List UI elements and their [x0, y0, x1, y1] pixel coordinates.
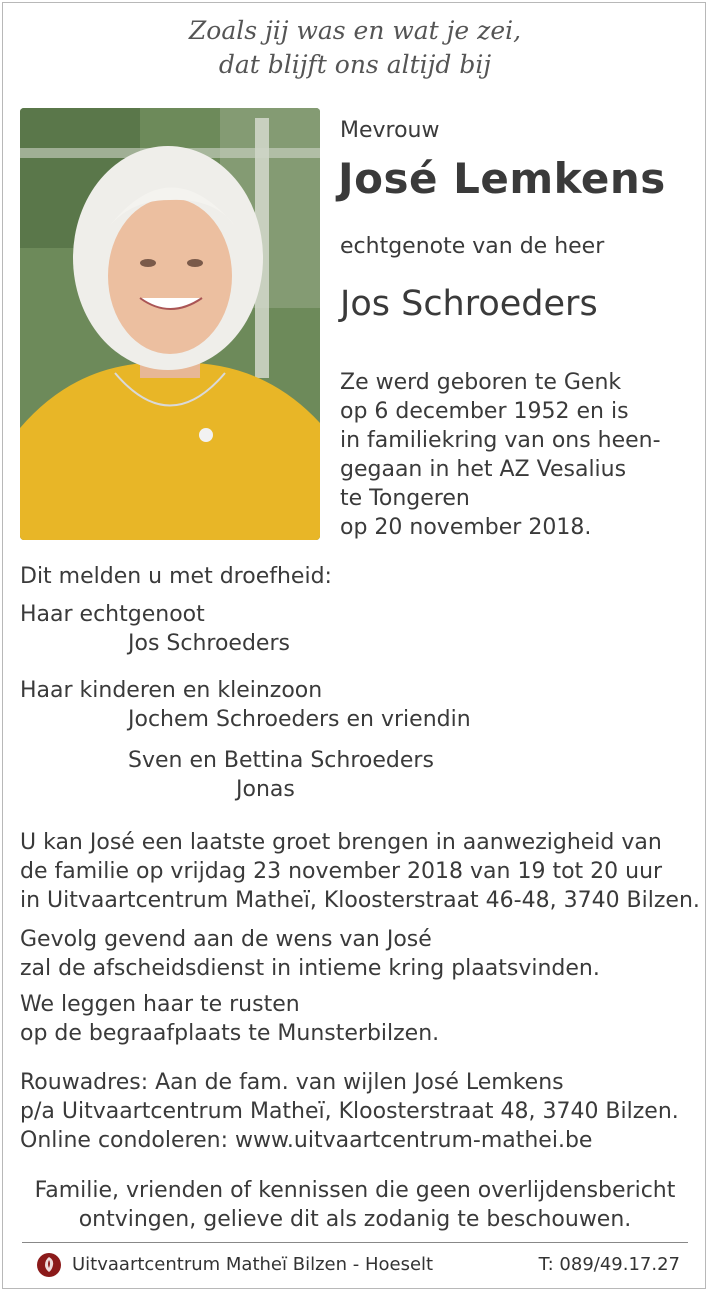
visitation-line: in Uitvaartcentrum Matheï, Kloosterstraat 46-48, 3740 Bilzen.	[20, 888, 700, 913]
bio-line: te Tongeren	[340, 486, 470, 511]
spouse-name: Jos Schroeders	[340, 284, 598, 324]
wish-line: Gevolg gevend aan de wens van José	[20, 927, 432, 952]
burial-line: We leggen haar te rusten	[20, 992, 300, 1017]
burial-line: op de begraafplaats te Munsterbilzen.	[20, 1021, 440, 1046]
visitation-line: de familie op vrijdag 23 november 2018 van 19 tot 20 uur	[20, 859, 663, 884]
motto	[0, 14, 710, 82]
child-mourner: Jochem Schroeders en vriendin	[128, 707, 471, 732]
wish-text	[20, 925, 600, 983]
spouse-section	[20, 600, 290, 658]
notice-text	[0, 1176, 710, 1234]
footer-divider	[22, 1242, 688, 1243]
address-text	[20, 1068, 679, 1155]
notice-line: Familie, vrienden of kennissen die geen overlijdensbericht	[34, 1178, 676, 1203]
children-label: Haar kinderen en kleinzoon	[20, 678, 323, 703]
portrait-photo	[20, 108, 320, 540]
bio-line: Ze werd geboren te Genk	[340, 370, 622, 395]
wish-line: zal de afscheidsdienst in intieme kring plaatsvinden.	[20, 956, 600, 981]
bio-line: op 6 december 1952 en is	[340, 399, 629, 424]
funeral-home-phone: T: 089/49.17.27	[538, 1254, 680, 1275]
address-line: p/a Uitvaartcentrum Matheï, Kloosterstraat 48, 3740 Bilzen.	[20, 1099, 679, 1124]
child-mourner: Sven en Bettina Schroeders	[128, 748, 434, 773]
address-line: Online condoleren: www.uitvaartcentrum-mathei.be	[20, 1128, 593, 1153]
visitation-line: U kan José een laatste groet brengen in aanwezigheid van	[20, 830, 662, 855]
portrait-illustration	[20, 108, 320, 540]
spouse-mourner: Jos Schroeders	[128, 631, 290, 656]
grandchild-mourner: Jonas	[236, 777, 295, 802]
notice-line: ontvingen, gelieve dit als zodanig te beschouwen.	[78, 1207, 632, 1232]
burial-text	[20, 990, 439, 1048]
bio-line: gegaan in het AZ Vesalius	[340, 457, 627, 482]
funeral-home-logo-icon	[36, 1252, 62, 1278]
announcement-intro	[20, 562, 332, 591]
address-line: Rouwadres: Aan de fam. van wijlen José Lemkens	[20, 1070, 564, 1095]
deceased-name: José Lemkens	[338, 154, 666, 203]
bio-line: op 20 november 2018.	[340, 515, 592, 540]
biography	[340, 368, 661, 542]
honorific: Mevrouw	[340, 118, 440, 143]
intro-line: Dit melden u met droefheid:	[20, 564, 332, 589]
motto-line-2: dat blijft ons altijd bij	[218, 50, 492, 79]
motto-line-1: Zoals jij was en wat je zei,	[188, 16, 522, 45]
spouse-label: Haar echtgenoot	[20, 602, 205, 627]
spouse-intro: echtgenote van de heer	[340, 234, 605, 259]
children-section	[20, 676, 471, 804]
visitation-text	[20, 828, 700, 915]
bio-line: in familiekring van ons heen-	[340, 428, 661, 453]
funeral-home-name: Uitvaartcentrum Matheï Bilzen - Hoeselt	[72, 1254, 434, 1275]
